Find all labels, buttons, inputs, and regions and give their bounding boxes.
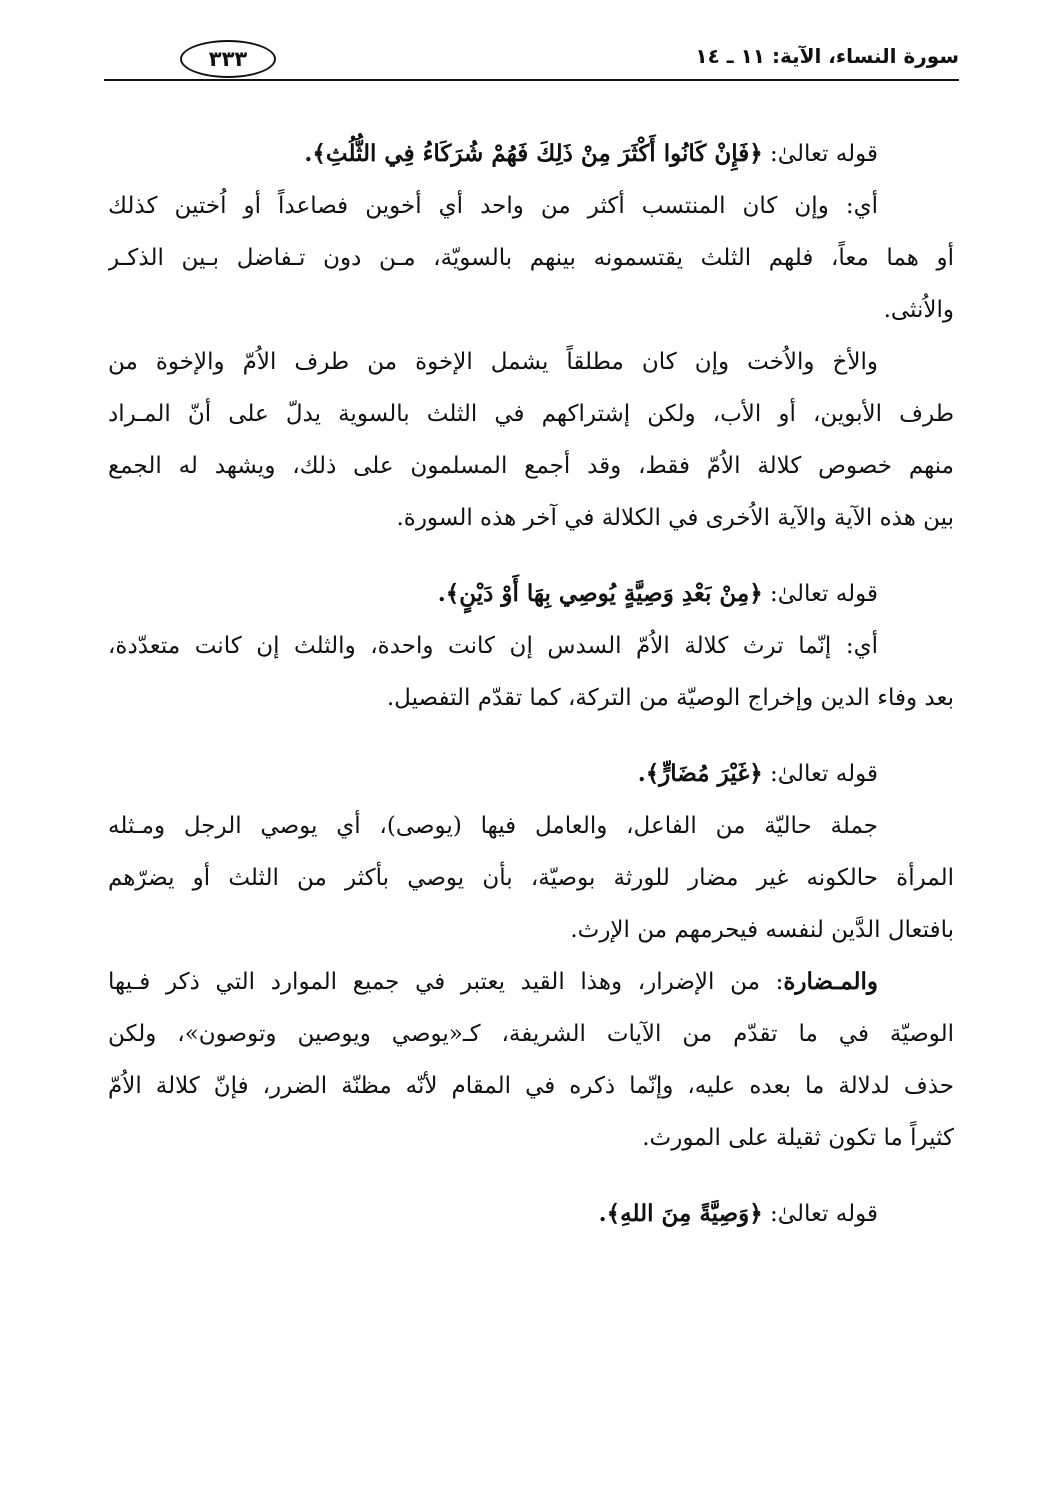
paragraph-line [108,956,954,1008]
section-gap [108,544,954,568]
page-number-badge: ٣٣٣ [180,40,276,78]
page-header [104,40,959,82]
paragraph-line: بين هذه الآية والآية الاُخرى في الكلالة في آخر هذه السورة. [396,505,954,531]
heading-prefix: قوله تعالىٰ: [762,581,878,607]
paragraph-line: بعد وفاء الدين وإخراج الوصيّة من التركة، كما تقدّم التفصيل. [386,685,954,711]
heading-prefix: قوله تعالىٰ: [762,1201,878,1227]
quran-verse: ﴿غَيْرَ مُضَارٍّ﴾. [637,760,763,787]
section-heading [108,1188,954,1240]
paragraph-line: الوصيّة في ما تقدّم من الآيات الشريفة، كـ«يوصي ويوصين وتوصون»، ولكن [108,1021,954,1047]
paragraph-line: طرف الأبوين، أو الأب، ولكن إشتراكهم في الثلث بالسوية يدلّ على أنّ المـراد [108,401,954,427]
definition-text: : من الإضرار، وهذا القيد يعتبر في جميع الموارد التي ذكر فـيها [108,969,784,995]
paragraph-line: والاُنثى. [883,297,954,323]
defined-term: والمـضارة [783,968,878,995]
section-heading [108,568,954,620]
paragraph-line: كثيراً ما تكون ثقيلة على المورث. [642,1125,954,1151]
section-gap [108,1164,954,1188]
section-heading [108,128,954,180]
paragraph-line: المرأة حالكونه غير مضار للورثة بوصيّة، بأن يوصي بأكثر من الثلث أو يضرّهم [108,865,954,891]
quran-verse: ﴿وَصِيَّةً مِنَ اللهِ﴾. [598,1200,763,1227]
page-body [108,128,954,1240]
quran-verse: ﴿مِنْ بَعْدِ وَصِيَّةٍ يُوصِي بِهَا أَوْ دَيْنٍ﴾. [437,580,763,607]
paragraph-line: والأخ والاُخت وإن كان مطلقاً يشمل الإخوة من طرف الاُمّ والإخوة من [108,349,878,375]
paragraph-line: منهم خصوص كلالة الاُمّ فقط، وقد أجمع المسلمون على ذلك، ويشهد له الجمع [108,453,954,479]
running-title: سورة النساء، الآية: ١١ ـ ١٤ [695,44,959,68]
paragraph-line: حذف لدلالة ما بعده عليه، وإنّما ذكره في المقام لأنّه مظنّة الضرر، فإنّ كلالة الاُمّ [108,1073,954,1099]
section-heading [108,748,954,800]
paragraph-line: بافتعال الدَّين لنفسه فيحرمهم من الإرث. [570,917,954,943]
section-gap [108,724,954,748]
paragraph-line: أي: إنّما ترث كلالة الاُمّ السدس إن كانت واحدة، والثلث إن كانت متعدّدة، [108,633,878,659]
heading-prefix: قوله تعالىٰ: [762,761,878,787]
paragraph-line: أو هما معاً، فلهم الثلث يقتسمونه بينهم بالسويّة، مـن دون تـفاضل بـين الذكـر [108,245,954,271]
quran-verse: ﴿فَإِنْ كَانُوا أَكْثَرَ مِنْ ذَلِكَ فَهُمْ شُرَكَاءُ فِي الثُّلُثِ﴾. [304,140,763,167]
header-divider [104,79,959,81]
paragraph-line: جملة حاليّة من الفاعل، والعامل فيها (يوصى)، أي يوصي الرجل ومـثله [108,813,878,839]
heading-prefix: قوله تعالىٰ: [762,141,878,167]
paragraph-line: أي: وإن كان المنتسب أكثر من واحد أي أخوين فصاعداً أو اُختين كذلك [108,193,878,219]
